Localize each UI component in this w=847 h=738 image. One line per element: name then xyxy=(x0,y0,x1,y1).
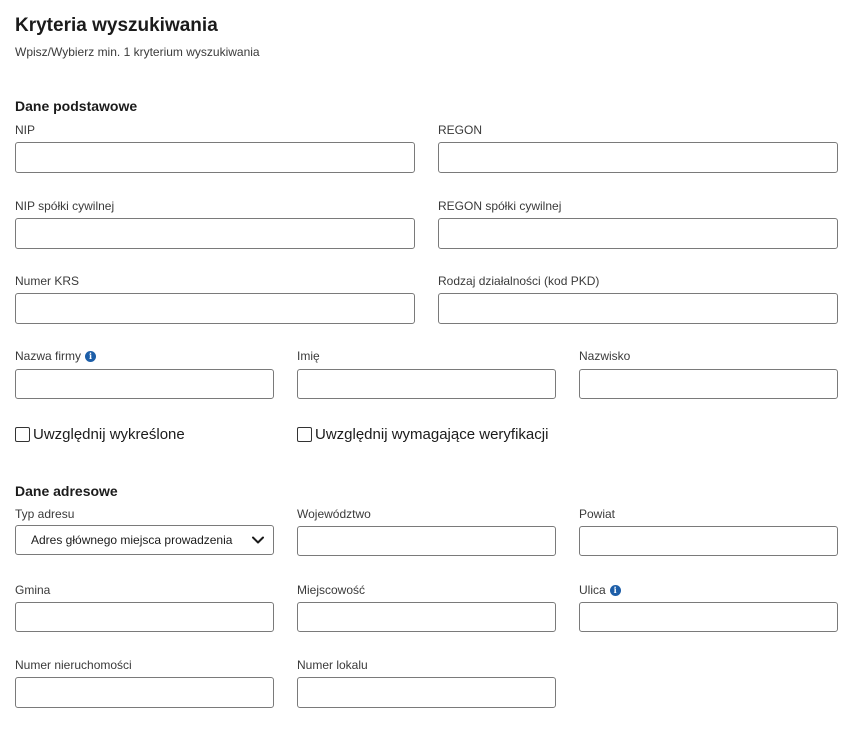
property-number-input[interactable] xyxy=(15,677,274,708)
property-number-label: Numer nieruchomości xyxy=(15,658,132,672)
include-verification-checkbox[interactable] xyxy=(297,426,548,443)
locality-label: Miejscowość xyxy=(297,583,366,597)
section-title-address: Dane adresowe xyxy=(15,483,118,499)
last-name-label: Nazwisko xyxy=(579,349,631,363)
unit-number-label: Numer lokalu xyxy=(297,658,368,672)
pkd-label: Rodzaj działalności (kod PKD) xyxy=(438,274,600,288)
regon-civil-input[interactable] xyxy=(438,218,838,249)
regon-civil-label: REGON spółki cywilnej xyxy=(438,199,562,213)
regon-input[interactable] xyxy=(438,142,838,173)
include-deleted-checkbox[interactable] xyxy=(15,426,185,443)
nip-civil-input[interactable] xyxy=(15,218,415,249)
pkd-input[interactable] xyxy=(438,293,838,324)
company-name-label: Nazwa firmy i xyxy=(15,349,96,363)
first-name-input[interactable] xyxy=(297,369,556,399)
voivodeship-input[interactable] xyxy=(297,526,556,556)
regon-label: REGON xyxy=(438,123,483,137)
include-verification-label: Uwzględnij wymagające weryfikacji xyxy=(315,426,549,443)
nip-input[interactable] xyxy=(15,142,415,173)
info-icon[interactable]: i xyxy=(85,351,96,362)
include-deleted-label: Uwzględnij wykreślone xyxy=(33,426,185,443)
nip-civil-label: NIP spółki cywilnej xyxy=(15,199,115,213)
commune-label: Gmina xyxy=(15,583,51,597)
county-input[interactable] xyxy=(579,526,838,556)
county-label: Powiat xyxy=(579,507,616,521)
street-input[interactable] xyxy=(579,602,838,632)
address-type-value: Adres głównego miejsca prowadzenia xyxy=(31,533,233,547)
street-label: Ulica i xyxy=(579,583,621,597)
krs-label: Numer KRS xyxy=(15,274,80,288)
page-title: Kryteria wyszukiwania xyxy=(15,15,218,36)
company-name-input[interactable] xyxy=(15,369,274,399)
checkbox-box[interactable] xyxy=(297,427,312,442)
address-type-select[interactable] xyxy=(15,525,274,555)
commune-input[interactable] xyxy=(15,602,274,632)
section-title-basic: Dane podstawowe xyxy=(15,98,138,114)
checkbox-box[interactable] xyxy=(15,427,30,442)
voivodeship-label: Województwo xyxy=(297,507,371,521)
krs-input[interactable] xyxy=(15,293,415,324)
address-type-label: Typ adresu xyxy=(15,507,75,521)
nip-label: NIP xyxy=(15,123,36,137)
info-icon[interactable]: i xyxy=(610,585,621,596)
locality-input[interactable] xyxy=(297,602,556,632)
chevron-down-icon xyxy=(251,533,265,547)
page-subtitle: Wpisz/Wybierz min. 1 kryterium wyszukiwania xyxy=(15,45,260,59)
last-name-input[interactable] xyxy=(579,369,838,399)
unit-number-input[interactable] xyxy=(297,677,556,708)
first-name-label: Imię xyxy=(297,349,320,363)
